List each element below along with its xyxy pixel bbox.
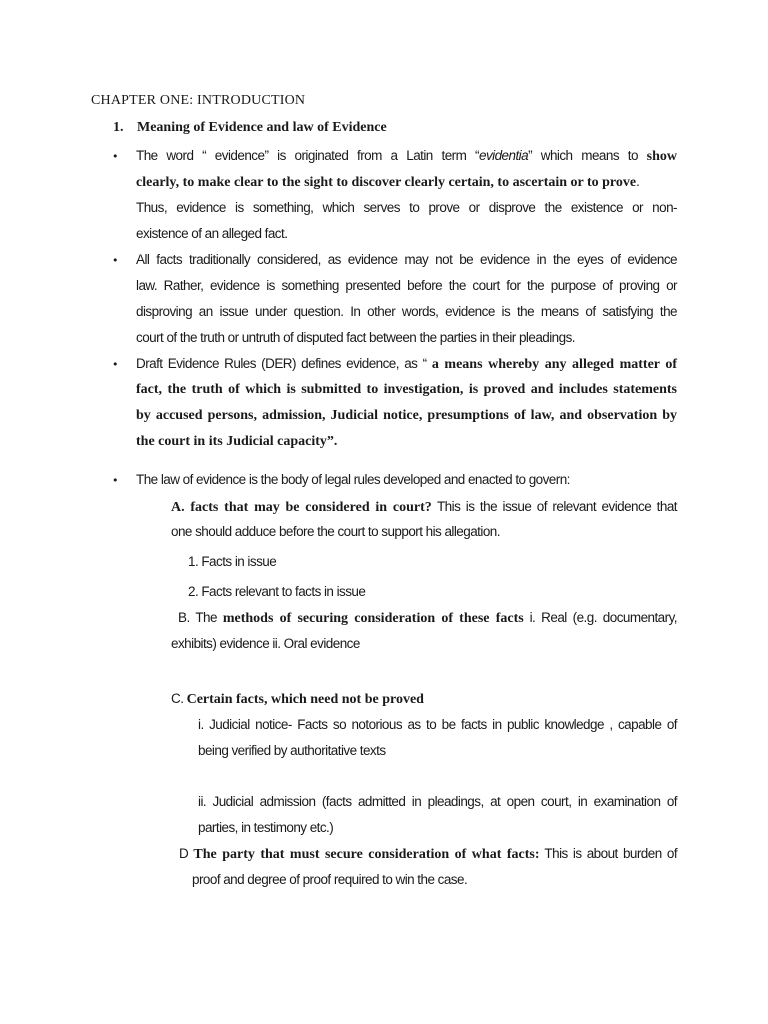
b4-line1: The law of evidence is the body of legal rules developed and enacted to govern:: [136, 472, 570, 487]
b4-A-line2: one should adduce before the court to support his allegation.: [171, 524, 500, 539]
b3-text-a: Draft Evidence Rules (DER) defines evidence, as “: [136, 356, 432, 371]
b1-text-b: ” which means to: [528, 148, 647, 163]
section-title: Meaning of Evidence and law of Evidence: [137, 120, 387, 135]
b1-bold-definition: clearly, to make clear to the sight to discover clearly certain, to ascertain or to prove: [136, 175, 637, 190]
b1-line4: existence of an alleged fact.: [136, 226, 288, 241]
b3-line4: the court in its Judicial capacity”.: [136, 434, 338, 449]
b4-D-bold: The party that must secure consideration of what facts:: [193, 847, 540, 862]
b4-B-bold: methods of securing consideration of these facts: [222, 611, 524, 626]
b1-line3: Thus, evidence is something, which serves to prove or disprove the existence or non-: [136, 200, 677, 215]
b1-line1: [136, 146, 677, 166]
b4-B-line2: exhibits) evidence ii. Oral evidence: [171, 636, 360, 651]
b4-D-line1: [179, 844, 677, 864]
b4-B-line1: [178, 608, 677, 628]
b1-text-a: The word “ evidence” is originated from a Latin term “: [136, 148, 479, 163]
b4-D-a: D: [179, 846, 194, 861]
b1-bold-show: show: [646, 149, 677, 164]
bullet-1: •: [112, 150, 119, 163]
b4-C-i-line1: i. Judicial notice- Facts so notorious as to be facts in public knowledge , capable of: [198, 717, 677, 732]
b4-A-bold: A. facts that may be considered in court?: [171, 500, 432, 515]
b3-line2: fact, the truth of which is submitted to investigation, is proved and includes statements: [136, 382, 677, 397]
b4-C-ii-line2: parties, in testimony etc.): [198, 820, 334, 835]
b4-C-ii-line1: ii. Judicial admission (facts admitted in pleadings, at open court, in examination of: [198, 794, 677, 809]
b4-B-rest: i. Real (e.g. documentary,: [523, 610, 677, 625]
b4-C-bold: Certain facts, which need not be proved: [186, 692, 424, 707]
bullet-3: •: [112, 358, 119, 371]
b4-A-rest: This is the issue of relevant evidence that: [431, 499, 677, 514]
b2-line1: All facts traditionally considered, as evidence may not be evidence in the eyes of evidence: [136, 252, 677, 267]
b2-line3: disproving an issue under question. In other words, evidence is the means of satisfying the: [136, 304, 677, 319]
bullet-2: •: [112, 254, 119, 267]
chapter-heading: CHAPTER ONE: INTRODUCTION: [91, 93, 306, 108]
b1-latin-term: evidentia: [478, 148, 529, 163]
b4-C-i-line2: being verified by authoritative texts: [198, 743, 386, 758]
b4-C-line1: [171, 689, 424, 709]
b4-B-a: B. The: [178, 610, 223, 625]
b1-period: .: [636, 174, 640, 189]
b3-bold-1: a means whereby any alleged matter of: [431, 357, 677, 372]
b2-line2: law. Rather, evidence is something presented before the court for the purpose of proving or: [136, 278, 677, 293]
b1-line2: [136, 172, 639, 192]
b3-line1: [136, 354, 677, 374]
b3-line3: by accused persons, admission, Judicial notice, presumptions of law, and observation by: [136, 408, 677, 423]
b4-A-item1: 1. Facts in issue: [188, 554, 277, 569]
b4-C-a: C.: [171, 691, 187, 706]
b2-line4: court of the truth or untruth of disputed fact between the parties in their pleadings.: [136, 330, 575, 345]
bullet-4: •: [112, 474, 119, 487]
b4-A-line1: [171, 497, 677, 517]
b4-D-rest: This is about burden of: [539, 846, 678, 861]
b4-A-item2: 2. Facts relevant to facts in issue: [188, 584, 366, 599]
b4-D-line2: proof and degree of proof required to win the case.: [192, 872, 468, 887]
section-number: 1.: [113, 120, 124, 135]
